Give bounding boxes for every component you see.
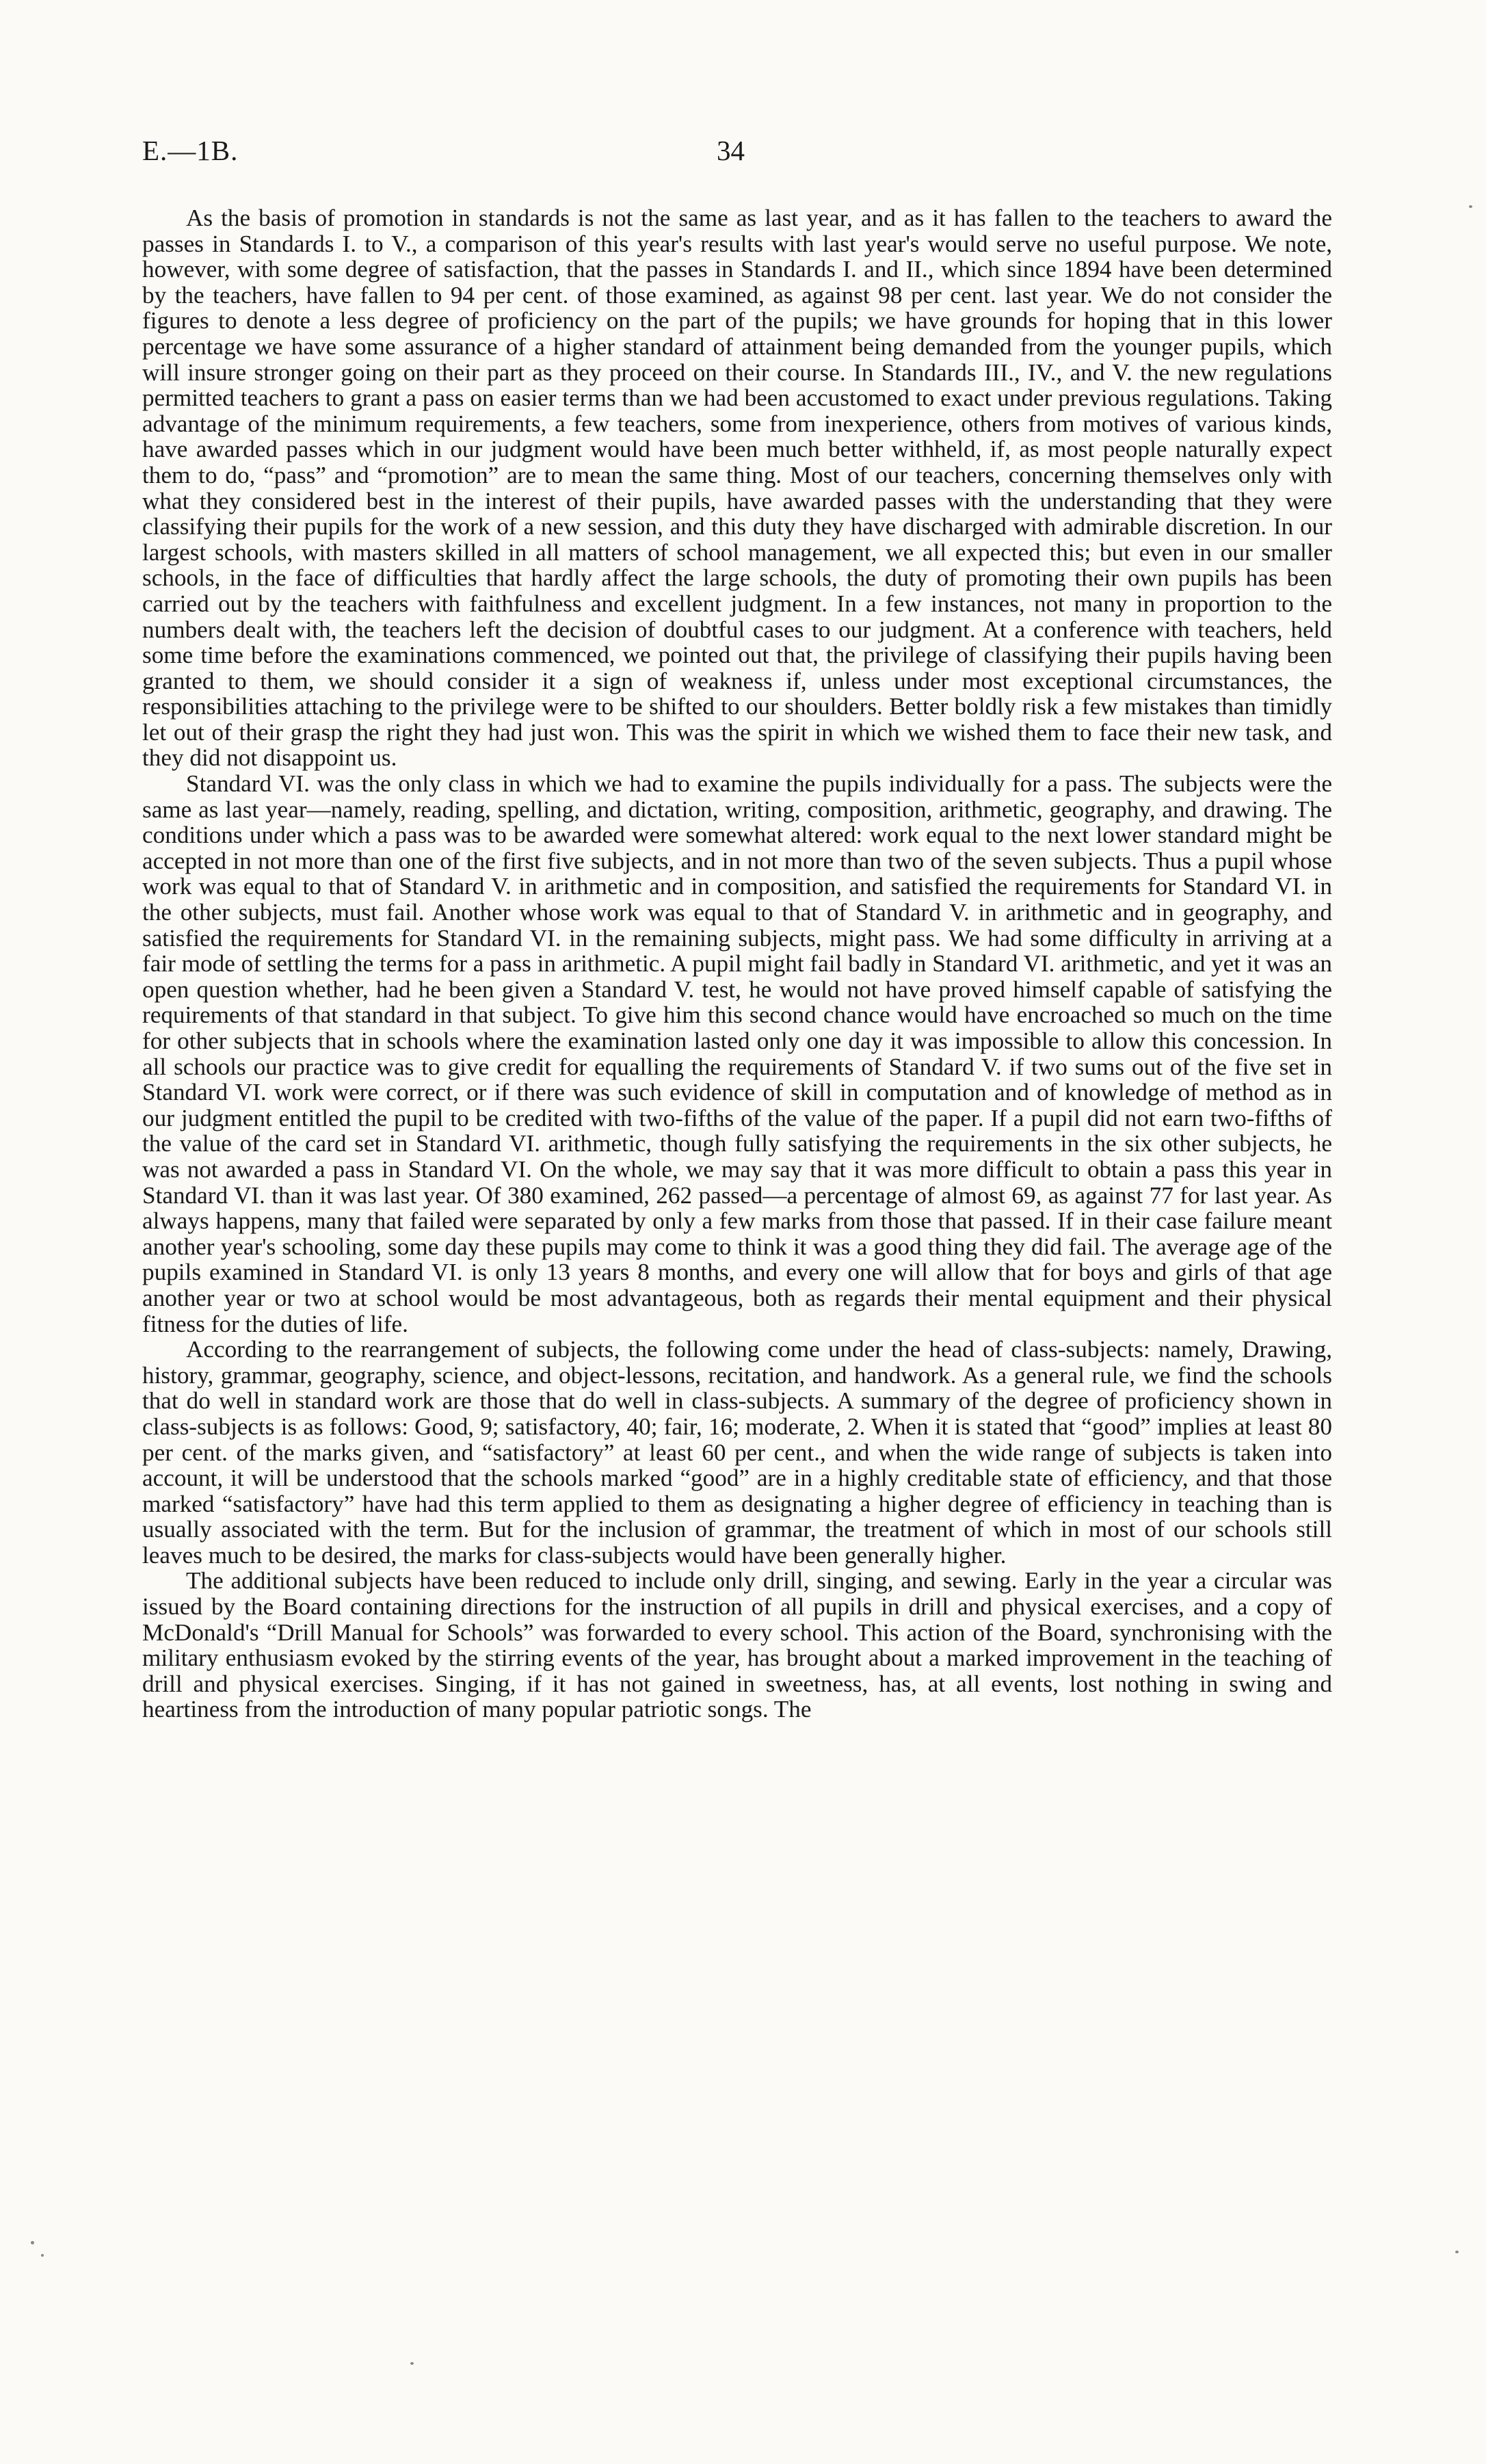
scan-speck — [1469, 205, 1472, 208]
paragraph-additional-subjects: The additional subjects have been reduced to include only drill, singing, and sewing. Early in the year a circular was issued by the Board containing directions for the instruction of all pupils in drill and physical exercises, and a copy of McDonald's “Drill Manual for Schools” was forwarded to every school. This action of the Board, synchronising with the military enthusiasm evoked by the stirring events of the year, has brought about a marked improvement in the teaching of drill and physical exercises. Singing, if it has not gained in sweetness, has, at all events, lost nothing in swing and heartiness from the introduction of many popular patriotic songs. The — [142, 1567, 1332, 1723]
paragraph-standard-six: Standard VI. was the only class in which we had to examine the pupils individually for a pass. The subjects were the same as last year—namely, reading, spelling, and dictation, writing, composition, arithmetic, geography, and drawing. The conditions under which a pass was to be awarded were somewhat altered: work equal to the next lower standard might be accepted in not more than one of the first five subjects, and in not more than two of the seven subjects. Thus a pupil whose work was equal to that of Standard V. in arithmetic and in composition, and satisfied the requirements for Standard VI. in the other subjects, must fail. Another whose work was equal to that of Standard V. in arithmetic and in geography, and satisfied the requirements for Standard VI. in the remaining subjects, might pass. We had some difficulty in arriving at a fair mode of settling the terms for a pass in arithmetic. A pupil might fail badly in Standard VI. arithmetic, and yet it was an open question whether, had he been given a Standard V. test, he would not have proved himself capable of satisfying the requirements of that standard in that subject. To give him this second chance would have encroached so much on the time for other subjects that in schools where the examination lasted only one day it was impossible to allow this concession. In all schools our practice was to give credit for equalling the requirements of Standard V. if two sums out of the five set in Standard VI. work were correct, or if there was such evidence of skill in computation and of knowledge of method as in our judgment entitled the pupil to be credited with two-fifths of the value of the paper. If a pupil did not earn two-fifths of the value of the card set in Standard VI. arithmetic, though fully satisfying the requirements in the six other subjects, he was not awarded a pass in Standard VI. On the whole, we may say that it was more difficult to obtain a pass this year in Standard VI. than it was last year. Of 380 examined, 262 passed—a percentage of almost 69, as against 77 for last year. As always happens, many that failed were separated by only a few marks from those that passed. If in their case failure meant another year's schooling, some day these pupils may come to think it was a good thing they did fail. The average age of the pupils examined in Standard VI. is only 13 years 8 months, and every one will allow that for boys and girls of that age another year or two at school would be most advantageous, both as regards their mental equipment and their physical fitness for the duties of life. — [142, 770, 1332, 1337]
scan-speck — [1455, 2251, 1459, 2253]
body-text — [142, 205, 1332, 1722]
page-number: 34 — [717, 135, 745, 166]
scan-speck — [410, 2362, 414, 2365]
paragraph-class-subjects: According to the rearrangement of subjects, the following come under the head of class-subjects: namely, Drawing, history, grammar, geography, science, and object-lessons, recitation, and handwork. As a general rule, we find the schools that do well in standard work are those that do well in class-subjects. A summary of the degree of proficiency shown in class-subjects is as follows: Good, 9; satisfactory, 40; fair, 16; moderate, 2. When it is stated that “good” implies at least 80 per cent. of the marks given, and “satisfactory” at least 60 per cent., and when the wide range of subjects is taken into account, it will be understood that the schools marked “good” are in a highly creditable state of efficiency, and that those marked “satisfactory” have had this term applied to them as designating a higher degree of efficiency in teaching than is usually associated with the term. But for the inclusion of grammar, the treatment of which in most of our schools still leaves much to be desired, the marks for class-subjects would have been generally higher. — [142, 1336, 1332, 1569]
document-reference: E.—1B. — [142, 135, 239, 166]
scan-speck — [41, 2254, 44, 2257]
paragraph-promotion: As the basis of promotion in standards is not the same as last year, and as it has fallen to the teachers to award the passes in Standards I. to V., a comparison of this year's results with last year's would serve no useful purpose. We note, however, with some degree of satisfaction, that the passes in Standards I. and II., which since 1894 have been determined by the teachers, have fallen to 94 per cent. of those examined, as against 98 per cent. last year. We do not consider the figures to denote a less degree of proficiency on the part of the pupils; we have grounds for hoping that in this lower percentage we have some assurance of a higher standard of attainment being demanded from the younger pupils, which will insure stronger going on their part as they proceed on their course. In Standards III., IV., and V. the new regulations permitted teachers to grant a pass on easier terms than we had been accustomed to exact under previous regulations. Taking advantage of the minimum requirements, a few teachers, some from inexperience, others from motives of various kinds, have awarded passes which in our judgment would have been much better withheld, if, as most people naturally expect them to do, “pass” and “promotion” are to mean the same thing. Most of our teachers, concerning themselves only with what they considered best in the interest of their pupils, have awarded passes with the understanding that they were classifying their pupils for the work of a new session, and this duty they have discharged with admirable discretion. In our largest schools, with masters skilled in all matters of school management, we all expected this; but even in our smaller schools, in the face of difficulties that hardly affect the large schools, the duty of promoting their own pupils has been carried out by the teachers with faithfulness and excellent judgment. In a few instances, not many in proportion to the numbers dealt with, the teachers left the decision of doubtful cases to our judgment. At a conference with teachers, held some time before the examinations commenced, we pointed out that, the privilege of classifying their pupils having been granted to them, we should consider it a sign of weakness if, unless under most exceptional circumstances, the responsibilities attaching to the privilege were to be shifted to our shoulders. Better boldly risk a few mistakes than timidly let out of their grasp the right they had just won. This was the spirit in which we wished them to face their new task, and they did not disappoint us. — [142, 205, 1332, 772]
scan-speck — [31, 2241, 34, 2244]
page-header — [142, 134, 1339, 175]
